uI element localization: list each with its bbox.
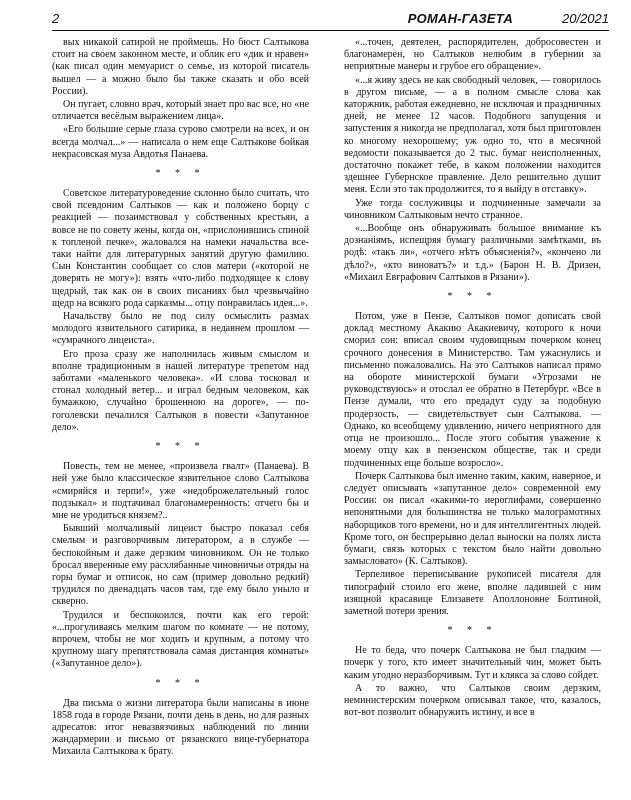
paragraph: Два письма о жизни литератора были написаны в июне 1858 года в городе Рязани, почти день в день, но для разных адресатов: итог невазвязчивых наблюдений по линии жандармерии и письмо от рязанского вице-губернатора Михаила Салтыкова к брату. [52, 697, 309, 758]
section-divider: * * * [155, 168, 206, 180]
paragraph: Потом, уже в Пензе, Салтыков помог дописать свой доклад местному Акакию Акакиевичу, которого к ночи сморил сон: вписал своим чудовищным почерком конец срочного донесения в Министерство. Там ужаснулись и письменно пожаловались. На это Салтыков написал прямо на обороте министерской бумаги «Угрозами не руководствуюсь» и отослал ее обратно в Петербург. «Все в Пензе думали, что его предадут суду за подобную продерзость, — свидетельствует сын Салтыкова. — Однако, ко всеобщему удивлению, ничего неприятного для отца не произошло... После этого события уважение к моему отцу как в пензенском обществе, так и среди подчиненных еще больше возросло». [344, 311, 601, 469]
paragraph: Советское литературоведение склонно было считать, что свой псевдоним Салтыков — как и положено борцу с реакцией — позаимствовал у собственных крестьян, а вовсе не по совету жены, когда он, «прислонившись спиной к топленой печке», жаловался на намеки начальства все-таки найти для литературных занятий другую фамилию. Сын Константин сообщает со слов матери («которой не доверять не могу»): взять «что-либо подходящее к слову щедрый, так как он в своих писаниях был чрезвычайно щедр на всякого рода сарказмы... отцу понравилась идея...». [52, 188, 309, 309]
header-rule [52, 30, 609, 31]
paragraph: «Его большие серые глаза сурово смотрели на всех, и он всегда молчал...» — написала о нем еще Салтыкове бойкая некрасовская муза Авдотья Панаева. [52, 124, 309, 160]
page-header [52, 11, 609, 28]
paragraph: Не то беда, что почерк Салтыкова не был гладким — почерк у того, кто имеет значительный чин, может быть каким угодно неразборчивым. Тут и клякса за слово сойдет. [344, 645, 601, 681]
paragraph: Он пугает, словно врач, который знает про вас все, но «не отличается весёлым выражением лица». [52, 99, 309, 123]
paragraph: Почерк Салтыкова был именно таким, каким, наверное, и следует описывать «запутанное дело» современной ему России: он писал «какими-то иероглифами, совершенно непонятными для большинства не только малограмотных наборщиков того времени, но и для интеллигентных людей. Кроме того, он беспрерывно делал выноски на полях листа бумаги, связь которых с текстом было найти довольно замысловато» (К. Салтыков). [344, 470, 601, 568]
paragraph: Его проза сразу же наполнилась живым смыслом и вполне традиционным в нашей литературе трепетом над заботами «маленького человека». «И слова тосковал и стонал холодный ветер... и играл бедным человеком, как бумажкою, случайно брошенною на дороге», — по-гоголевски печалился Салтыков в повести «Запутанное дело». [52, 348, 309, 433]
paragraph: Терпеливое переписывание рукописей писателя для типографий стоило его жене, вполне ладившей с ним изящной красавице Елизавете Аполлоновне Болтиной, заметной потери зрения. [344, 569, 601, 617]
left-column [52, 37, 309, 795]
section-divider: * * * [447, 625, 498, 637]
section-divider: * * * [155, 441, 206, 453]
paragraph: вых никакой сатирой не проймешь. Но бюст Салтыкова стоит на своем законном месте, и облик его «дик и нравен» (как писал один мемуарист о семье, из которой писатель вышел — а можно было бы также сказать и обо всей России). [52, 37, 309, 97]
paragraph: Бывший молчаливый лицеист быстро показал себя смелым и разговорчивым литератором, а в службе — беспокойным и даже дерзким чиновником. Он не только бросал вверенные ему расхлябанные чиновничьи отряды на горы бумаг и отписок, но сам (пример довольно редкий) трудился по двенадцать часов там, где ему было уныло и скверно. [52, 523, 309, 608]
paragraph: Трудился и беспокоился, почти как его герой: «...прогуливаясь мелким шагом по комнате — не потому, впрочем, чтобы не мог ходить и крупным, а потому что крупному шагу препятствовала самая дистанция комнаты» («Запутанное дело»). [52, 609, 309, 670]
section-divider: * * * [447, 291, 498, 303]
paragraph: Повесть, тем не менее, «произвела гвалт» (Панаева). В ней уже было классическое язвительное слово Салтыкова «смиряйся и терпи!», уже «недоброжелательный голос подзыкал» и подтачивал благонамеренность: отчего бы и мне не уродиться князем?.. [52, 461, 309, 521]
paragraph: «...точен, деятелен, распорядителен, добросовестен и благонамерен, но Салтыков нелюбим в губернии за неприятные манеры и грубое его обращение». [344, 37, 601, 73]
paragraph: «...я живу здесь не как свободный человек, — говорилось в другом письме, — а в полном смысле слова как каторжник, работая ежедневно, не исключая и праздничных дней, не менее 12 часов. Подобного запущения и запустения я никогда не предполагал, хотя был приготовлен ко многому нехорошему; уж одно то, что в месячной ведомости показывается до 2 тыс. бумаг неисполненных, достаточно покажет тебе, в каком положении находится здешнее Губернское правление. Дело решительно душит меня. Если это так продолжится, то я выйду в отставку». [344, 74, 601, 196]
section-divider: * * * [155, 677, 206, 689]
page-number: 2 [52, 11, 60, 26]
paragraph: А то важно, что Салтыков своим дерзким, неминистерским почерком описывал такое, что, казалось, вот-вот позволит обнаружить истину, и все в [344, 682, 601, 719]
paragraph: Уже тогда сослуживцы и подчиненные замечали за чиновником Салтыковым нечто странное. [344, 197, 601, 221]
paragraph: Начальству было не под силу осмыслить размах молодого язвительного сатирика, в недавнем прошлом — «сумрачного лицеиста». [52, 311, 309, 347]
issue-number: 20/2021 [562, 11, 609, 26]
paragraph: «...Вообще онъ обнаруживать большое внимание къ дознаніямъ, испещряя бумагу различными замѣтками, въ родѣ: «такъ ли», «отчего нѣтъ объясненія?», «кончено ли дѣло?», «кто виноватъ?» и т.д.» (Барон Н. В. Дризен, «Михаил Евграфович Салтыков в Рязани»). [344, 223, 601, 283]
right-column [344, 37, 601, 795]
publication-title: РОМАН-ГАЗЕТА [407, 11, 513, 26]
